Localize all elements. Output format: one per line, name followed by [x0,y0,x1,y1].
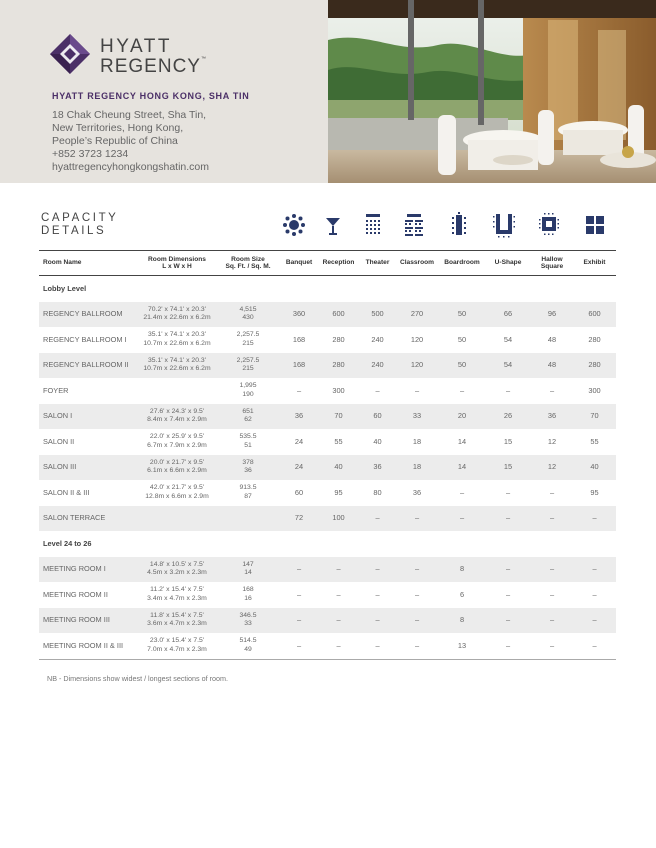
capacity-classroom: 270 [395,302,439,328]
capacity-theater: 40 [373,436,382,446]
capacity-classroom: – [395,633,439,659]
capacity-reception: 40 [317,455,360,481]
capacity-hollow: 36 [531,404,573,430]
room-name: REGENCY BALLROOM [39,302,139,328]
capacity-exhibit: – [573,506,616,532]
capacity-exhibit: – [592,589,597,599]
capacity-boardroom: 8 [439,608,485,634]
room-name: REGENCY BALLROOM II [39,353,139,379]
capacity-theater: 60 [360,404,395,430]
capacity-boardroom: 14 [457,436,467,446]
room-dimensions [139,506,215,532]
room-dimensions: 20.0' x 21.7' x 9.5' 6.1m x 6.6m x 2.9m [139,455,215,481]
room-dimensions [139,378,215,404]
col-hollow-square: Hallow Square [531,251,573,276]
capacity-boardroom: 8 [439,557,485,583]
room-dimensions: 35.1' x 74.1' x 20.3' 10.7m x 22.6m x 6.2m [143,331,211,347]
capacity-ushape: – [485,557,531,583]
capacity-exhibit: 70 [573,404,616,430]
capacity-banquet: 168 [292,334,306,344]
room-name: MEETING ROOM II [43,589,108,599]
capacity-reception: 55 [334,436,343,446]
capacity-reception: 95 [334,487,343,497]
col-exhibit: Exhibit [573,251,616,276]
capacity-exhibit: 55 [590,436,599,446]
capacity-ushape: – [505,589,511,599]
table-row [39,455,616,481]
room-size: 147 14 [215,557,281,583]
capacity-hollow: 48 [531,353,573,379]
capacity-classroom: – [395,557,439,583]
col-classroom: Classroom [395,251,439,276]
col-dimensions: Room Dimensions L x W x H [139,251,215,276]
footnote: NB - Dimensions show widest / longest sections of room. [47,674,228,683]
table-row [39,302,616,328]
capacity-theater: – [360,633,395,659]
capacity-ushape: – [505,487,511,497]
capacity-theater: 240 [360,353,395,379]
capacity-classroom: 120 [395,353,439,379]
capacity-ushape: 54 [485,353,531,379]
room-size: 2,257.5 215 [236,331,260,347]
table-row [39,480,616,506]
capacity-boardroom: – [459,385,465,395]
hotel-name: HYATT REGENCY HONG KONG, SHA TIN [52,91,250,101]
boardroom-icon [452,212,466,238]
capacity-banquet: 24 [281,455,317,481]
room-size: 535.5 51 [239,433,257,449]
room-size [215,506,281,532]
banquet-icon [282,212,306,238]
phone: +852 3723 1234 [52,148,129,160]
capacity-reception: – [317,608,360,634]
col-room-name: Room Name [39,251,139,276]
capacity-boardroom: 13 [439,633,485,659]
room-dimensions: 11.2' x 15.4' x 7.5' 3.4m x 4.7m x 2.3m [147,586,207,602]
capacity-ushape: – [485,506,531,532]
room-name: SALON III [39,455,139,481]
capacity-banquet: 36 [281,404,317,430]
capacity-exhibit: – [573,557,616,583]
capacity-banquet: 168 [281,353,317,379]
capacity-banquet: 360 [281,302,317,328]
capacity-banquet: – [296,589,302,599]
capacity-hollow: 12 [531,455,573,481]
capacity-ushape: 26 [485,404,531,430]
theater-icon [364,212,382,238]
capacity-classroom: – [414,589,420,599]
hollow-square-icon [539,212,559,238]
capacity-banquet: – [281,608,317,634]
capacity-classroom: 120 [410,334,424,344]
capacity-hollow: – [549,589,555,599]
capacity-theater: – [375,589,380,599]
capacity-hollow: 12 [547,436,557,446]
capacity-table [39,250,616,660]
website: hyattregencyhongkongshatin.com [52,161,210,173]
capacity-banquet: 60 [294,487,304,497]
capacity-ushape: 66 [485,302,531,328]
capacity-banquet: 72 [281,506,317,532]
capacity-ushape: – [505,385,511,395]
u-shape-icon [493,212,515,238]
room-name: SALON TERRACE [39,506,139,532]
table-row [39,353,616,379]
table-row [39,608,616,634]
address-line: People’s Republic of China [52,135,178,147]
capacity-hollow: 48 [547,334,557,344]
table-header-row [39,251,616,276]
section-row-level [39,531,616,557]
capacity-hollow: – [531,506,573,532]
capacity-hollow: – [549,487,555,497]
room-size: 2,257.5 215 [215,353,281,379]
col-reception: Reception [317,251,360,276]
room-dimensions: 42.0' x 21.7' x 9.5' 12.8m x 6.6m x 2.9m [145,484,209,500]
capacity-boardroom: 50 [439,353,485,379]
room-name: FOYER [43,385,69,395]
brand-line-2: REGENCY™ [100,56,207,77]
capacity-details-title: CAPACITY DETAILS [41,212,119,237]
address-line: New Territories, Hong Kong, [52,122,184,134]
capacity-banquet: – [281,557,317,583]
classroom-icon [403,212,425,238]
room-dimensions: 22.0' x 25.9' x 9.5' 6.7m x 7.9m x 2.9m [147,433,207,449]
table-row [39,429,616,455]
room-dimensions: 14.8' x 10.5' x 7.5' 4.5m x 3.2m x 2.3m [139,557,215,583]
room-name: MEETING ROOM I [39,557,139,583]
capacity-exhibit: 280 [573,353,616,379]
capacity-classroom: – [395,608,439,634]
capacity-hollow: – [531,633,573,659]
capacity-banquet: – [281,633,317,659]
capacity-classroom: – [395,506,439,532]
capacity-boardroom: – [459,487,465,497]
capacity-hollow: 96 [531,302,573,328]
capacity-classroom: 36 [412,487,422,497]
capacity-theater: – [360,506,395,532]
col-u-shape: U-Shape [485,251,531,276]
capacity-reception: 280 [317,353,360,379]
table-row [39,506,616,532]
col-boardroom: Boardroom [439,251,485,276]
table-row [39,327,616,353]
room-name: SALON II [43,436,75,446]
capacity-exhibit: – [573,608,616,634]
capacity-exhibit: 300 [588,385,601,395]
capacity-boardroom: 50 [439,302,485,328]
capacity-reception: 280 [332,334,345,344]
table-row [39,582,616,608]
room-name: REGENCY BALLROOM I [43,334,127,344]
capacity-hollow: – [531,608,573,634]
layout-icons [0,212,656,238]
exhibit-icon [585,212,605,238]
capacity-reception: 600 [317,302,360,328]
room-dimensions: 27.6' x 24.3' x 9.5' 8.4m x 7.4m x 2.9m [139,404,215,430]
room-size: 4,515 430 [215,302,281,328]
table-row [39,633,616,659]
capacity-theater: – [375,385,380,395]
address-block [52,109,209,174]
capacity-exhibit: 95 [590,487,599,497]
room-size: 514.5 49 [215,633,281,659]
capacity-classroom: 18 [395,455,439,481]
capacity-boardroom: – [439,506,485,532]
room-dimensions: 23.0' x 15.4' x 7.5' 7.0m x 4.7m x 2.3m [139,633,215,659]
capacity-reception: 70 [317,404,360,430]
section-row-lobby [39,276,616,302]
room-size: 913.5 87 [239,484,257,500]
brand-line-1: HYATT [100,36,172,57]
capacity-boardroom: 14 [439,455,485,481]
room-size: 651 62 [215,404,281,430]
capacity-theater: 500 [360,302,395,328]
capacity-theater: – [360,608,395,634]
table-row [39,404,616,430]
room-size: 1,995 190 [239,382,257,398]
capacity-ushape: – [485,608,531,634]
capacity-boardroom: 6 [459,589,465,599]
capacity-exhibit: 280 [588,334,601,344]
capacity-banquet: – [296,385,302,395]
room-dimensions: 11.8' x 15.4' x 7.5' 3.6m x 4.7m x 2.3m [139,608,215,634]
capacity-classroom: – [414,385,420,395]
room-name: MEETING ROOM II & III [39,633,139,659]
capacity-hollow: – [531,557,573,583]
capacity-ushape: 15 [503,436,513,446]
capacity-hollow: – [549,385,555,395]
room-size: 168 16 [242,586,254,602]
room-size: 378 36 [215,455,281,481]
capacity-theater: 80 [373,487,382,497]
table-row [39,378,616,404]
room-dimensions: 35.1' x 74.1' x 20.3' 10.7m x 22.6m x 6.2m [139,353,215,379]
reception-icon [325,212,341,238]
room-size: 346.5 33 [215,608,281,634]
capacity-reception: – [336,589,341,599]
capacity-reception: 300 [332,385,345,395]
ballroom-photo [328,0,656,183]
col-theater: Theater [360,251,395,276]
capacity-ushape: 54 [503,334,513,344]
room-name: MEETING ROOM III [39,608,139,634]
address-line: 18 Chak Cheung Street, Sha Tin, [52,109,207,121]
capacity-boardroom: 50 [457,334,467,344]
col-room-size: Room Size Sq. Ft. / Sq. M. [215,251,281,276]
capacity-theater: 36 [360,455,395,481]
capacity-reception: – [317,633,360,659]
col-banquet: Banquet [281,251,317,276]
capacity-exhibit: 40 [573,455,616,481]
capacity-theater: 240 [371,334,384,344]
capacity-reception: – [317,557,360,583]
capacity-classroom: 33 [395,404,439,430]
capacity-classroom: 18 [412,436,422,446]
section-label: Level 24 to 26 [43,538,92,548]
capacity-ushape: 15 [485,455,531,481]
capacity-banquet: 24 [294,436,304,446]
capacity-exhibit: – [573,633,616,659]
table-row [39,557,616,583]
room-name: SALON I [39,404,139,430]
hyatt-logo-icon [50,34,90,74]
room-dimensions: 70.2' x 74.1' x 20.3' 21.4m x 22.6m x 6.2m [139,302,215,328]
capacity-boardroom: 20 [439,404,485,430]
capacity-theater: – [360,557,395,583]
section-label: Lobby Level [43,283,87,293]
capacity-ushape: – [485,633,531,659]
room-name: SALON II & III [43,487,90,497]
capacity-reception: 100 [317,506,360,532]
capacity-exhibit: 600 [573,302,616,328]
